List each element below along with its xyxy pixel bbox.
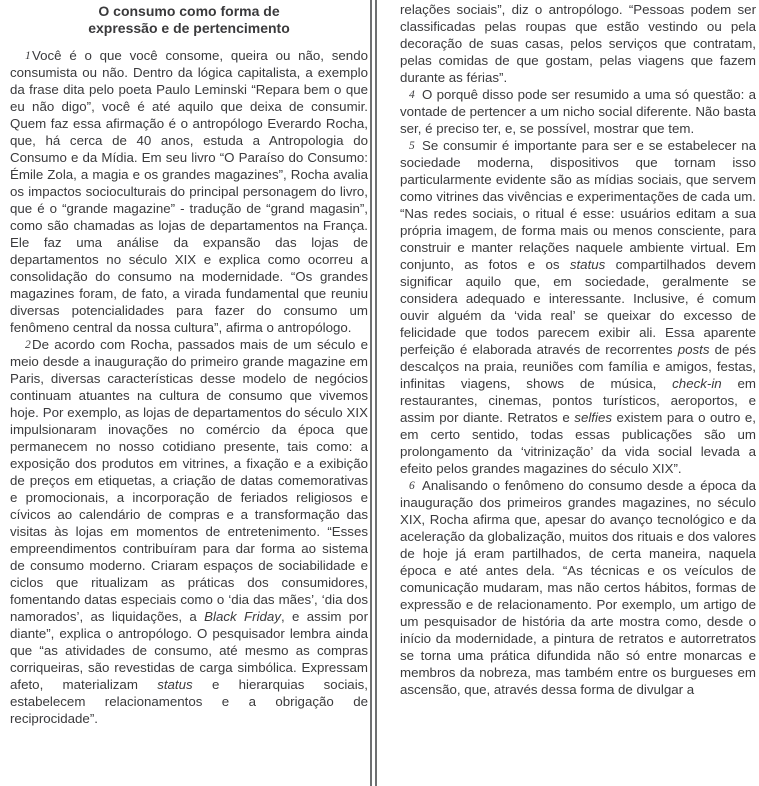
text-run: , e assim por diante”, explica o antropólogo. O pesquisador lembra ainda que “as atividades de consumo, até mesmo as compras corriqueiras, são revestidas de carga simbólica. Expressam afeto, materializam (10, 609, 368, 692)
title-line-1: O consumo como forma de (98, 3, 280, 19)
paragraph-number: 5 (409, 140, 415, 152)
column-divider-rule (370, 0, 377, 786)
text-run: relações sociais”, diz o antropólogo. “Pessoas podem ser classificadas pelas roupas que estão vestindo ou pela decoração de suas casas, pelos serviços que contratam, pelas comidas de que gostam, pelas viagens que fazem durante as férias”. (400, 2, 756, 85)
paragraph (400, 86, 756, 137)
paragraph (400, 137, 756, 477)
passage-title (10, 3, 368, 37)
paragraph (400, 1, 756, 86)
text-run: Analisando o fenômeno do consumo desde a época da inauguração dos primeiros grandes magazines, no século XIX, Rocha afirma que, apesar do avanço tecnológico e da aceleração da globalização, muitos dos rituais e dos valores de hoje já eram partilhados, de certa maneira, naquela época e até antes dela. “As técnicas e os veículos de comunicação mudaram, mas não certos hábitos, formas de expressão e de relacionamento. Por exemplo, um artigo de um pesquisador de história da arte mostra como, desde o início da modernidade, a pintura de retratos e autorretratos se torna uma prática difundida não só entre monarcas e membros da nobreza, mas também entre os burgueses em ascensão, que, através dessa forma de divulgar a (400, 478, 756, 697)
paragraph (400, 477, 756, 698)
column-right-paragraphs (400, 1, 756, 698)
italic-term: selfies (574, 410, 612, 425)
paragraph-number: 6 (409, 480, 415, 492)
column-left-paragraphs (10, 47, 368, 727)
text-run: de pés descalços na praia, reuniões com família e amigos, festas, infinitas viagens, shows de música, (400, 342, 756, 391)
title-line-2: expressão e de pertencimento (88, 20, 290, 36)
column-left (10, 3, 368, 727)
italic-term: check-in (672, 376, 722, 391)
italic-term: posts (677, 342, 710, 357)
text-run: Você é o que você consome, queira ou não, sendo consumista ou não. Dentro da lógica capitalista, a exemplo da frase dita pelo poeta Paulo Leminski “Repara bem o que eu não digo”, você é até aquilo que deixa de consumir. Quem faz essa afirmação é o antropólogo Everardo Rocha, que, há cerca de 40 anos, estuda a Antropologia do Consumo e da Mídia. Em seu livro “O Paraíso do Consumo: Émile Zola, a magia e os grandes magazines”, Rocha avalia os impactos socioculturais do principal personagem do livro, que é o “grande magazine” - tradução de “grand magasin”, como são chamadas as lojas de departamentos na França. Ele faz uma análise da expansão das lojas de departamentos no século XIX e explica como ocorreu a consolidação do consumo na modernidade. “Os grandes magazines foram, de fato, a virada fundamental que reuniu diversas potencialidades para fazer do consumo um fenômeno central da nossa cultura”, afirma o antropólogo. (10, 48, 368, 335)
italic-term: status (569, 257, 606, 272)
text-run: existem para o outro e, em certo sentido, todas essas publicações são um prolongamento da ‘vitrinização’ da vida social levada a efeito pelos grandes magazines do século XIX”. (400, 410, 756, 476)
text-run: e hierarquias sociais, estabelecem relacionamentos e a obrigação de reciprocidade”. (10, 677, 368, 726)
text-run: Se consumir é importante para ser e se estabelecer na sociedade moderna, dispositivos que tornam isso particularmente evidente são as mídias sociais, que servem como vitrines das vivências e experimentações de cada um. “Nas redes sociais, o ritual é esse: usuários editam a sua própria imagem, de forma mais ou menos consciente, para construir e manter relações naquele ambiente virtual. Em conjunto, as fotos e os (400, 138, 756, 272)
paragraph-number: 1 (25, 50, 31, 62)
text-run: compartilhados devem significar aquilo que, em sociedade, geralmente se considera adequado e interessante. Inclusive, é comum ouvir alguém da ‘vida real’ se queixar do excesso de felicidade que todos parecem exibir ali. Essa aparente perfeição é elaborada através de recorrentes (400, 257, 757, 357)
paragraph (10, 336, 368, 727)
paragraph (10, 47, 368, 336)
paragraph-number: 2 (25, 339, 31, 351)
column-right (400, 1, 756, 698)
italic-term: Black Friday (204, 609, 281, 624)
text-run: em restaurantes, cinemas, pontos turísticos, aeroportos, e assim por diante. Retratos e (400, 376, 756, 425)
text-run: O porquê disso pode ser resumido a uma só questão: a vontade de pertencer a um nicho social diferente. Não basta ser, é preciso ter, e, se possível, mostrar que tem. (400, 87, 756, 136)
text-run: De acordo com Rocha, passados mais de um século e meio desde a inauguração do primeiro grande magazine em Paris, diversas características desse modelo de negócios continuam atuantes na cultura de consumo que vivemos hoje. Por exemplo, as lojas de departamentos do século XIX impulsionaram inovações no comércio da época que permanecem no nosso cotidiano presente, tais como: a exposição dos produtos em vitrines, a fixação e a exibição de preços em etiquetas, a criação de datas comemorativas e promocionais, a incorporação de feriados religiosos e cívicos ao calendário de compras e a transformação das visitas às lojas em momentos de entretenimento. “Esses empreendimentos contribuíram para dar forma ao sistema de consumo moderno. Criaram espaços de sociabilidade e ciclos que ritualizam as práticas dos consumidores, fomentando datas especiais como o ‘dia das mães’, ‘dia dos namorados’, as liquidações, a (10, 337, 368, 624)
paragraph-number: 4 (409, 89, 415, 101)
italic-term: status (157, 677, 193, 692)
